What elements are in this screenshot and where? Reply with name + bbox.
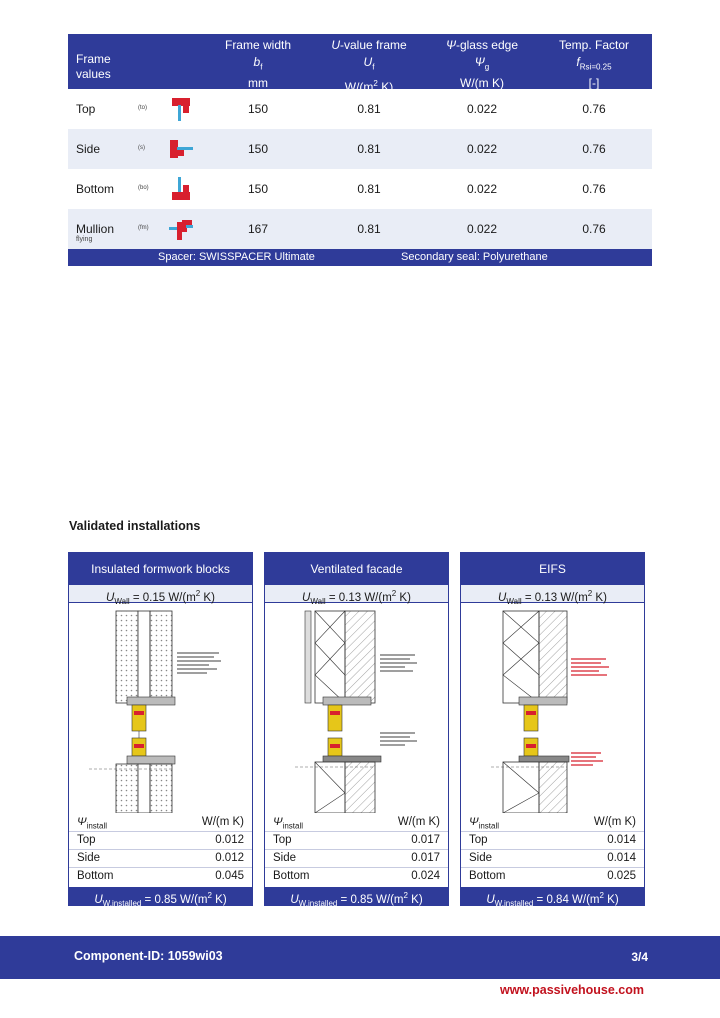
col-psi-glass-edge: Ψ-glass edge $\Psi_g$ W/(m K)	[445, 38, 518, 91]
frame-mullion-icon	[168, 216, 194, 242]
u-wall-line: $U_{Wall} = 0.13$ $W/(m^2$ K)	[461, 585, 644, 603]
page-number: 3/4	[631, 950, 648, 964]
frame-table-header	[68, 34, 652, 95]
psi-g-value: 0.022	[466, 182, 498, 196]
psi-g-value: 0.022	[466, 102, 498, 116]
eifs-section-drawing	[461, 603, 644, 813]
frame-width-value: 150	[247, 142, 269, 156]
col-u-value-frame: U-value frame $U_f$ $W/(m^2$ K)	[331, 38, 407, 95]
table-row-mullion	[68, 209, 652, 249]
frame-values-table	[68, 34, 652, 266]
frame-width-value: 167	[247, 222, 269, 236]
row-code: (fm)	[138, 225, 149, 231]
col-temp-factor: Temp. Factor $f_{Rsi=0.25}$ [-]	[558, 38, 630, 91]
temp-factor-value: 0.76	[582, 142, 606, 156]
u-wall-line: $U_{Wall} = 0.15$ $W/(m^2$ K)	[69, 585, 252, 603]
installation-card-formwork	[68, 552, 253, 909]
u-frame-value: 0.81	[357, 182, 381, 196]
psi-g-value: 0.022	[466, 142, 498, 156]
row-name: Mullion	[76, 222, 115, 236]
table-row: Side 0.017	[265, 849, 448, 867]
spacer-text: Spacer: SWISSPACER Ultimate	[158, 251, 315, 263]
table-row-bottom	[68, 169, 652, 209]
card-title: EIFS	[461, 553, 644, 585]
frame-values-label: Frame values	[76, 52, 111, 81]
row-sub: flying	[76, 236, 93, 243]
installation-card-eifs	[460, 552, 645, 909]
frame-bottom-icon	[168, 176, 194, 202]
table-row: Side 0.014	[461, 849, 644, 867]
table-row: Top 0.012	[69, 831, 252, 849]
frame-width-value: 150	[247, 102, 269, 116]
website-link[interactable]: www.passivehouse.com	[499, 983, 644, 997]
frame-table-footer	[68, 249, 652, 266]
table-row: Side 0.012	[69, 849, 252, 867]
table-row: Bottom 0.025	[461, 867, 644, 885]
section-drawing	[69, 603, 252, 813]
section-drawing	[461, 603, 644, 813]
component-id: Component-ID: 1059wi03	[74, 949, 223, 963]
u-frame-value: 0.81	[357, 222, 381, 236]
uw-installed-footer: $U_{W,installed} = 0.85$ $W/(m^2$ K)	[265, 887, 448, 905]
installation-card-ventilated-facade	[264, 552, 449, 909]
temp-factor-value: 0.76	[582, 102, 606, 116]
uw-installed-footer: $U_{W,installed} = 0.84$ $W/(m^2$ K)	[461, 887, 644, 905]
table-row: Top 0.017	[265, 831, 448, 849]
row-code: (to)	[138, 105, 147, 111]
ventilated-facade-section-drawing	[265, 603, 448, 813]
row-name: Bottom	[76, 182, 115, 196]
temp-factor-value: 0.76	[582, 222, 606, 236]
u-frame-value: 0.81	[357, 102, 381, 116]
row-name: Side	[76, 142, 101, 156]
psi-install-header: $\Psi_{install}$ W/(m K)	[273, 816, 440, 831]
section-drawing	[265, 603, 448, 813]
table-row-top	[68, 89, 652, 129]
row-name: Top	[76, 102, 96, 116]
page-footer	[0, 936, 720, 979]
frame-side-icon	[168, 136, 194, 162]
u-frame-value: 0.81	[357, 142, 381, 156]
psi-install-header: $\Psi_{install}$ W/(m K)	[77, 816, 244, 831]
formwork-section-drawing	[69, 603, 252, 813]
table-row: Top 0.014	[461, 831, 644, 849]
psi-g-value: 0.022	[466, 222, 498, 236]
table-row: Bottom 0.045	[69, 867, 252, 885]
frame-width-value: 150	[247, 182, 269, 196]
row-code: (bo)	[138, 185, 149, 191]
secondary-seal-text: Secondary seal: Polyurethane	[401, 251, 548, 263]
table-row-side	[68, 129, 652, 169]
section-title: Validated installations	[69, 519, 201, 533]
col-frame-width: Frame width $b_f$ mm	[224, 38, 292, 91]
u-wall-line: $U_{Wall} = 0.13$ $W/(m^2$ K)	[265, 585, 448, 603]
temp-factor-value: 0.76	[582, 182, 606, 196]
frame-top-icon	[168, 96, 194, 122]
table-row: Bottom 0.024	[265, 867, 448, 885]
row-code: (s)	[138, 145, 145, 151]
card-title: Ventilated facade	[265, 553, 448, 585]
psi-install-header: $\Psi_{install}$ W/(m K)	[469, 816, 636, 831]
card-title: Insulated formwork blocks	[69, 553, 252, 585]
uw-installed-footer: $U_{W,installed} = 0.85$ $W/(m^2$ K)	[69, 887, 252, 905]
